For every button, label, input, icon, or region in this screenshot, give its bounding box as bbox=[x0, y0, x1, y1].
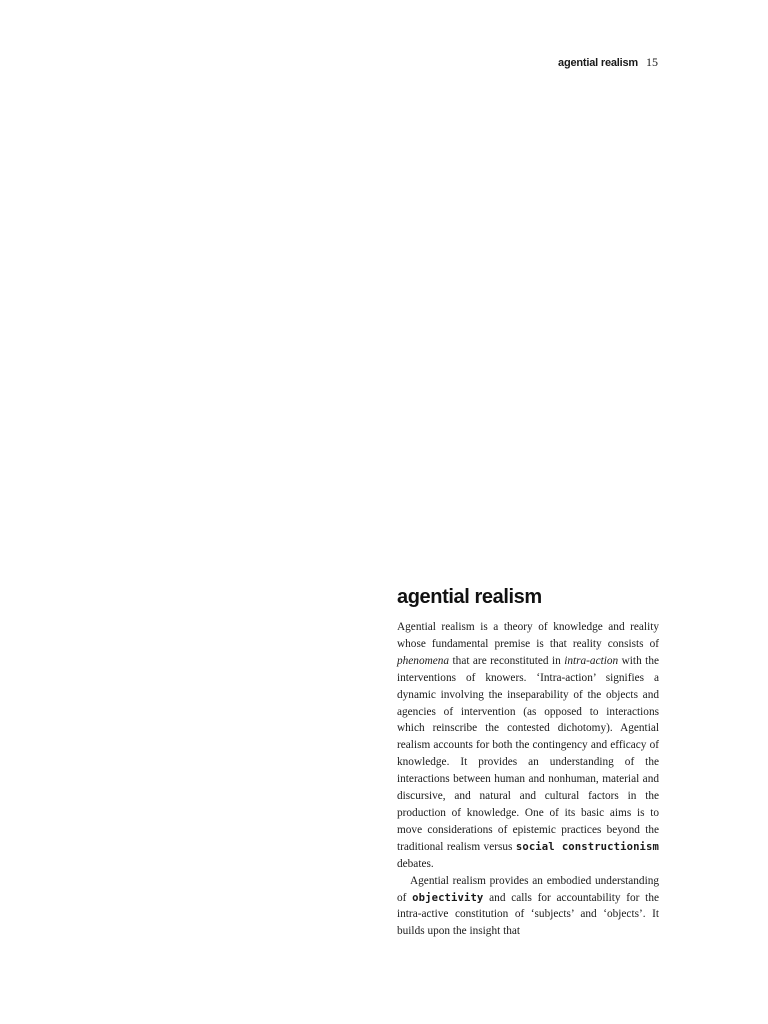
entry-paragraph-2 bbox=[397, 873, 659, 941]
cross-reference: objectivity bbox=[412, 891, 484, 904]
cross-reference: social constructionism bbox=[515, 840, 659, 853]
paragraph-text: Agential realism is a theory of knowledge and reality whose fundamental premise is that reality consists of bbox=[397, 621, 659, 650]
emphasis-term: phenomena bbox=[397, 654, 450, 667]
encyclopedia-entry bbox=[397, 583, 659, 940]
paragraph-text: Agential realism provides an embodied understanding of bbox=[397, 874, 659, 904]
running-head-title: agential realism bbox=[558, 57, 638, 69]
paragraph-text: and calls for accountability for the intra-active constitution of ‘subjects’ and ‘objects’. It builds upon the insight that bbox=[397, 891, 659, 938]
paragraph-text: debates. bbox=[397, 857, 434, 870]
emphasis-term: intra-action bbox=[564, 654, 619, 667]
running-head bbox=[380, 55, 658, 70]
paragraph-text: that are reconstituted in bbox=[449, 654, 565, 667]
paragraph-text: with the interventions of knowers. ‘Intra-action’ signifies a dynamic involving the inseparability of the objects and agencies of intervention (as opposed to interactions which reinscribe the contested dichotomy). Agential realism accounts for both the contingency and efficacy of knowledge. It provides an understanding of the interactions between human and nonhuman, material and discursive, and natural and cultural factors in the production of knowledge. One of its basic aims is to move considerations of epistemic practices beyond the traditional realism versus bbox=[397, 654, 659, 853]
entry-heading: agential realism bbox=[397, 586, 542, 608]
entry-paragraph-1 bbox=[397, 619, 659, 873]
page-number: 15 bbox=[646, 55, 658, 69]
